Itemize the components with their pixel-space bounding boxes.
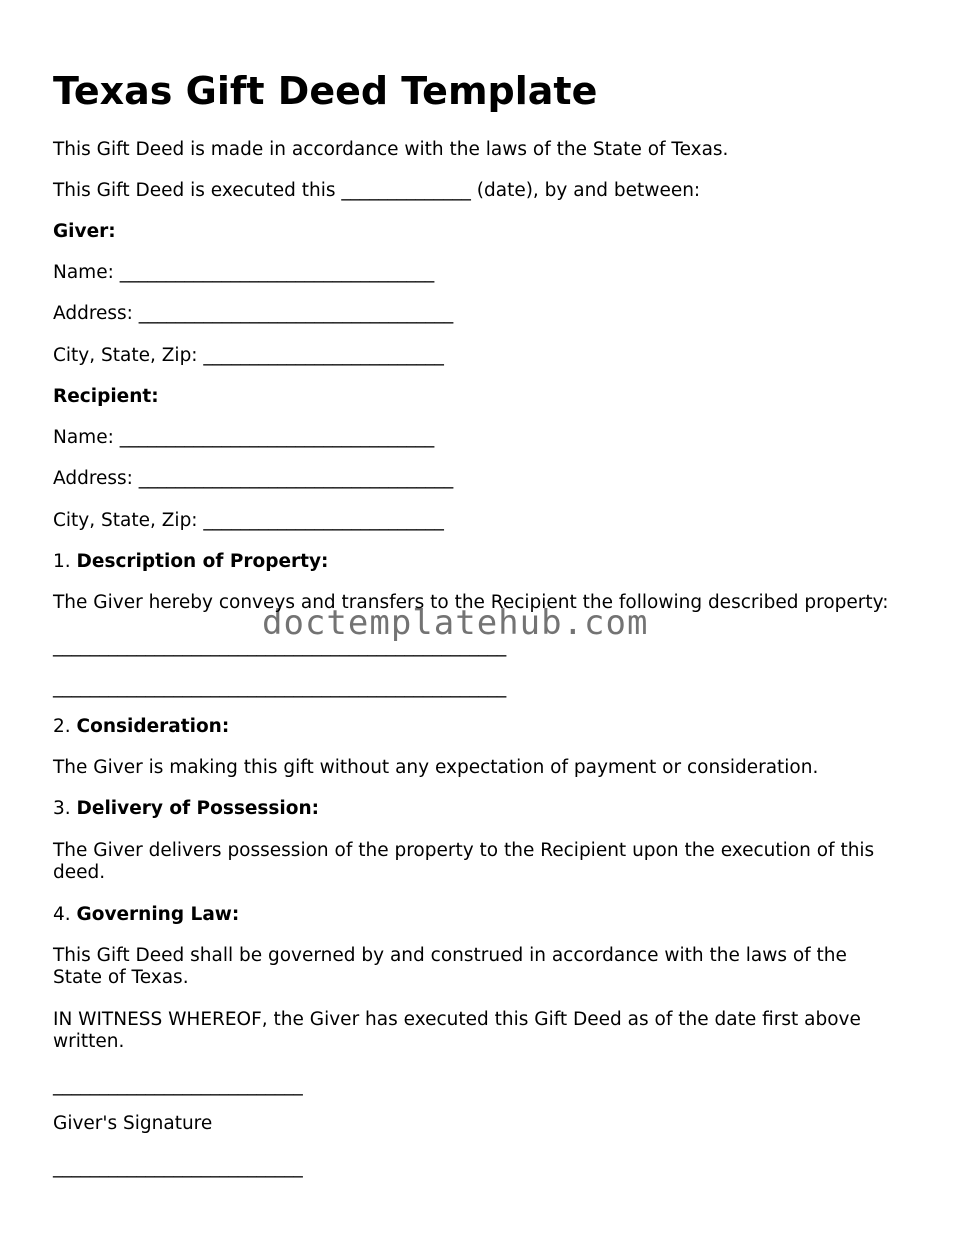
section-3-title: Delivery of Possession: xyxy=(76,798,320,819)
section-4-number: 4. xyxy=(53,904,71,925)
section-2-number: 2. xyxy=(53,716,71,737)
section-1-title: Description of Property: xyxy=(76,551,329,572)
giver-address-field: Address: __________________________________ xyxy=(53,303,454,324)
section-1-body: The Giver hereby conveys and transfers to the Recipient the following described property: xyxy=(53,592,889,613)
recipient-address-field: Address: __________________________________ xyxy=(53,468,454,489)
section-3-heading xyxy=(53,798,319,820)
giver-city-field: City, State, Zip: __________________________ xyxy=(53,345,444,366)
giver-heading: Giver: xyxy=(53,221,116,242)
signature-line-1: ___________________________ xyxy=(53,1075,303,1096)
section-1-heading xyxy=(53,551,328,573)
section-2-title: Consideration: xyxy=(76,716,230,737)
section-3-number: 3. xyxy=(53,798,71,819)
section-4-body: This Gift Deed shall be governed by and construed in accordance with the laws of the State of Texas. xyxy=(53,945,847,988)
witness-clause: IN WITNESS WHEREOF, the Giver has executed this Gift Deed as of the date first above written. xyxy=(53,1009,861,1052)
watermark-text: doctemplatehub.com xyxy=(262,603,649,643)
section-1-number: 1. xyxy=(53,551,71,572)
section-2-heading xyxy=(53,716,229,738)
section-4-heading xyxy=(53,904,239,926)
section-4-title: Governing Law: xyxy=(76,904,240,925)
section-2-body: The Giver is making this gift without any expectation of payment or consideration. xyxy=(53,757,819,778)
intro-text: This Gift Deed is made in accordance with the laws of the State of Texas. xyxy=(53,139,729,160)
recipient-name-field: Name: __________________________________ xyxy=(53,427,435,448)
property-blank-line-1: _________________________________________________ xyxy=(53,636,507,657)
execution-date-line: This Gift Deed is executed this ______________ (date), by and between: xyxy=(53,180,701,201)
recipient-city-field: City, State, Zip: __________________________ xyxy=(53,510,444,531)
signature-line-2: ___________________________ xyxy=(53,1157,303,1178)
section-3-body: The Giver delivers possession of the property to the Recipient upon the execution of this deed. xyxy=(53,840,875,883)
giver-signature-label: Giver's Signature xyxy=(53,1113,213,1134)
document-title: Texas Gift Deed Template xyxy=(53,69,598,113)
property-blank-line-2: _________________________________________________ xyxy=(53,677,507,698)
giver-name-field: Name: __________________________________ xyxy=(53,262,435,283)
recipient-heading: Recipient: xyxy=(53,386,159,407)
